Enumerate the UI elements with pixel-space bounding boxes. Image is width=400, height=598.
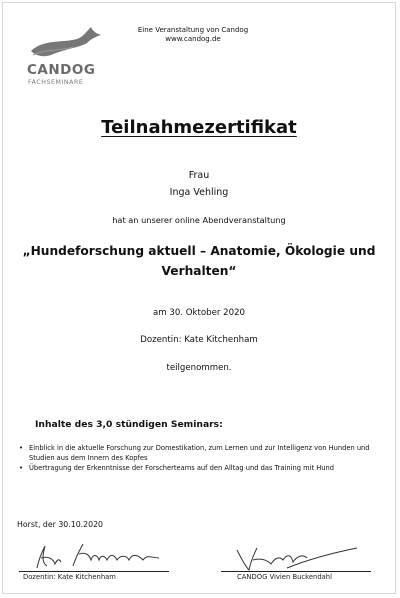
event-title: „Hundeforschung aktuell – Anatomie, Ökologie und Verhalten“ [22, 244, 376, 278]
lecturer: Dozentin: Kate Kitchenham [140, 335, 258, 345]
organizer-info [123, 26, 263, 44]
list-item: • Übertragung der Erkenntnisse der Forscherteams auf den Alltag und das Training mit Hund [29, 463, 389, 473]
logo-name: CANDOG [27, 62, 96, 78]
signature-caption: Dozentin: Kate Kitchenham [23, 573, 116, 581]
salutation: Frau [188, 170, 210, 181]
contents-list [17, 443, 389, 473]
participated-text: teilgenommen. [166, 363, 232, 373]
event-date: am 30. Oktober 2020 [152, 308, 245, 318]
participant-name: Inga Vehling [169, 187, 229, 198]
place-date: Horst, der 30.10.2020 [17, 520, 103, 529]
certificate-page [2, 2, 396, 594]
signature-line [19, 571, 169, 572]
signature-lecturer [19, 538, 179, 588]
candog-logo [21, 21, 111, 101]
signature-caption: CANDOG Vivien Buckendahl [237, 573, 333, 581]
handwritten-signature [25, 540, 175, 572]
certificate-title: Teilnahmezertifikat [101, 117, 297, 138]
logo-subtitle: FACHSEMINARE [28, 79, 84, 86]
signature-organizer [221, 538, 381, 588]
organizer-line: Eine Veranstaltung von Candog [137, 26, 249, 34]
contents-heading: Inhalte des 3,0 stündigen Seminars: [35, 419, 223, 430]
dog-silhouette-icon [25, 21, 105, 61]
intro-text: hat an unserer online Abendveranstaltung [112, 215, 286, 225]
list-item: • Einblick in die aktuelle Forschung zur Domestikation, zum Lernen und zur Intelligenz von Hunden und Studien aus dem Innern des Kopfes [29, 443, 389, 463]
organizer-website: www.candog.de [165, 35, 221, 43]
signature-line [221, 571, 371, 572]
handwritten-signature [227, 540, 377, 572]
